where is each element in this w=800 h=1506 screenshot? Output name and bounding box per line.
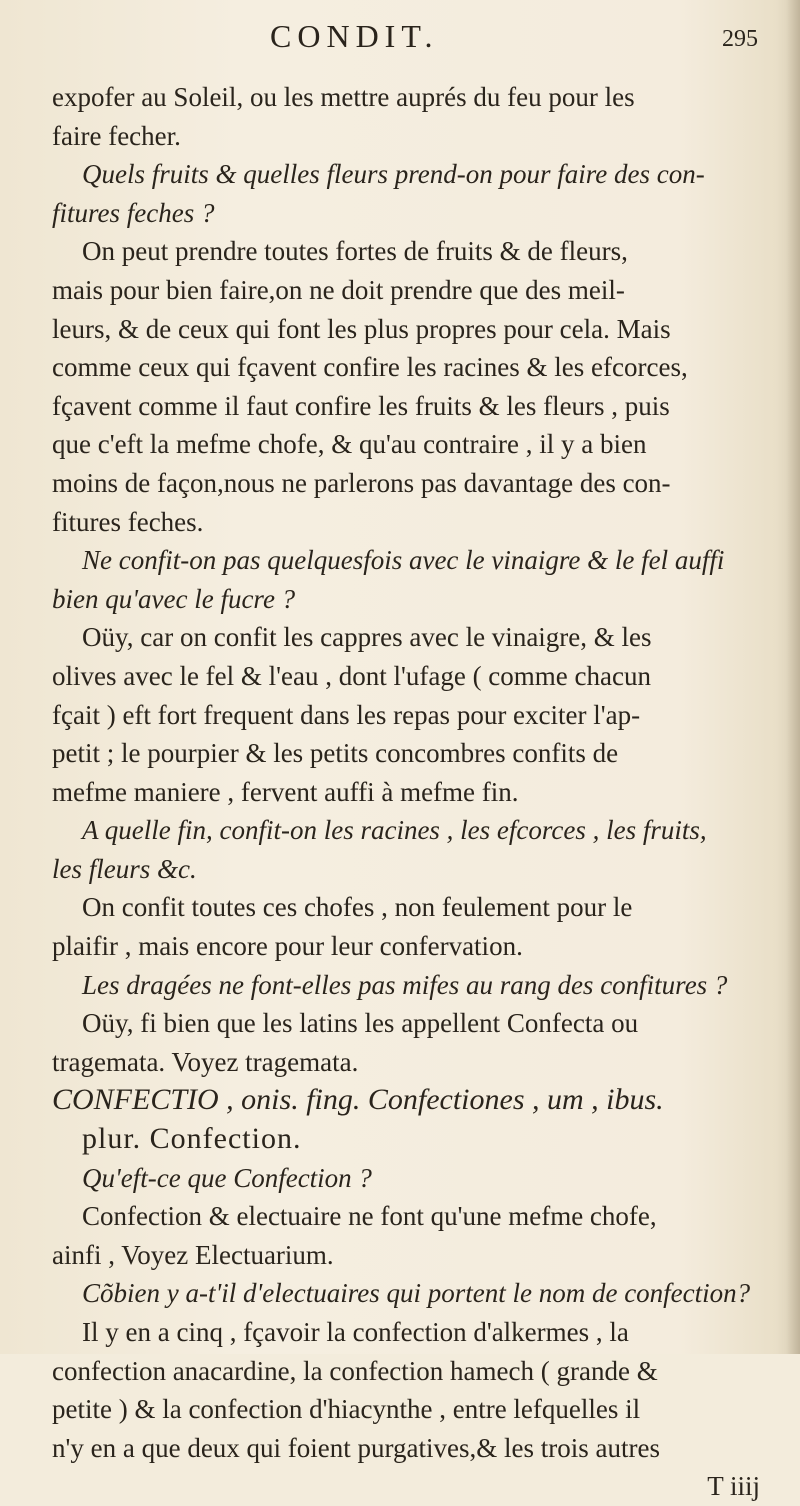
- question-line: Les dragées ne font-elles pas mifes au rang des confitures ?: [82, 969, 728, 1000]
- text-line: Oüy, car on confit les cappres avec le vinaigre, & les: [82, 622, 652, 653]
- page-body: [52, 78, 782, 1506]
- question-line: Qu'eft-ce que Confection ?: [82, 1162, 372, 1193]
- question-line: Cõbien y a-t'il d'electuaires qui portent le nom de confection?: [82, 1278, 751, 1309]
- headword-line: CONFECTIO , onis. fing. Confectiones , um , ibus.: [52, 1083, 664, 1117]
- text-line: n'y en a que deux qui foient purgatives,& les trois autres: [52, 1432, 660, 1463]
- page-header: [0, 18, 800, 68]
- text-line: que c'eft la mefme chofe, & qu'au contraire , il y a bien: [52, 429, 647, 460]
- text-line: comme ceux qui fçavent confire les racines & les efcorces,: [52, 352, 688, 383]
- text-line: expofer au Soleil, ou les mettre auprés du feu pour les: [52, 82, 635, 112]
- text-line: confection anacardine, la confection hamech ( grande &: [52, 1355, 658, 1386]
- running-head: CONDIT.: [270, 18, 439, 54]
- headword-line: plur. Confection.: [82, 1122, 302, 1156]
- text-line: Il y en a cinq , fçavoir la confection d'alkermes , la: [82, 1317, 629, 1347]
- text-line: tragemata. Voyez tragemata.: [52, 1046, 359, 1077]
- text-line: olives avec le fel & l'eau , dont l'ufage ( comme chacun: [52, 660, 651, 691]
- page-edge-shadow: [786, 0, 800, 1354]
- text-line: fçait ) eft fort frequent dans les repas pour exciter l'ap-: [52, 699, 641, 730]
- text-line: fitures feches.: [52, 506, 204, 537]
- question-line: Quels fruits & quelles fleurs prend-on pour faire des con-: [82, 159, 705, 190]
- signature-mark: T iiij: [707, 1471, 760, 1502]
- text-line: mais pour bien faire,on ne doit prendre que des meil-: [52, 274, 625, 305]
- text-line: faire fecher.: [52, 120, 181, 151]
- text-line: ainfi , Voyez Electuarium.: [52, 1239, 334, 1270]
- page-number: 295: [722, 26, 758, 52]
- text-line: plaifir , mais encore pour leur confervation.: [52, 931, 523, 962]
- text-line: On confit toutes ces chofes , non feulement pour le: [82, 892, 633, 923]
- question-line: fitures feches ?: [52, 197, 215, 228]
- text-line: fçavent comme il faut confire les fruits & les fleurs , puis: [52, 390, 670, 421]
- text-line: petit ; le pourpier & les petits concombres confits de: [52, 738, 619, 769]
- text-line: Oüy, fi bien que les latins les appellent Confecta ou: [82, 1008, 639, 1039]
- text-line: mefme maniere , fervent auffi à mefme fin.: [52, 776, 519, 807]
- question-line: les fleurs &c.: [52, 853, 197, 884]
- question-line: Ne confit-on pas quelquesfois avec le vinaigre & le fel auffi: [82, 545, 725, 576]
- question-line: bien qu'avec le fucre ?: [52, 583, 296, 614]
- text-line: On peut prendre toutes fortes de fruits & de fleurs,: [82, 236, 628, 267]
- text-line: petite ) & la confection d'hiacynthe , entre lefquelles il: [52, 1394, 641, 1425]
- question-line: A quelle fin, confit-on les racines , les efcorces , les fruits,: [82, 815, 707, 846]
- text-line: Confection & electuaire ne font qu'une mefme chofe,: [82, 1201, 657, 1232]
- text-line: moins de façon,nous ne parlerons pas davantage des con-: [52, 467, 671, 498]
- text-line: leurs, & de ceux qui font les plus propres pour cela. Mais: [52, 313, 671, 344]
